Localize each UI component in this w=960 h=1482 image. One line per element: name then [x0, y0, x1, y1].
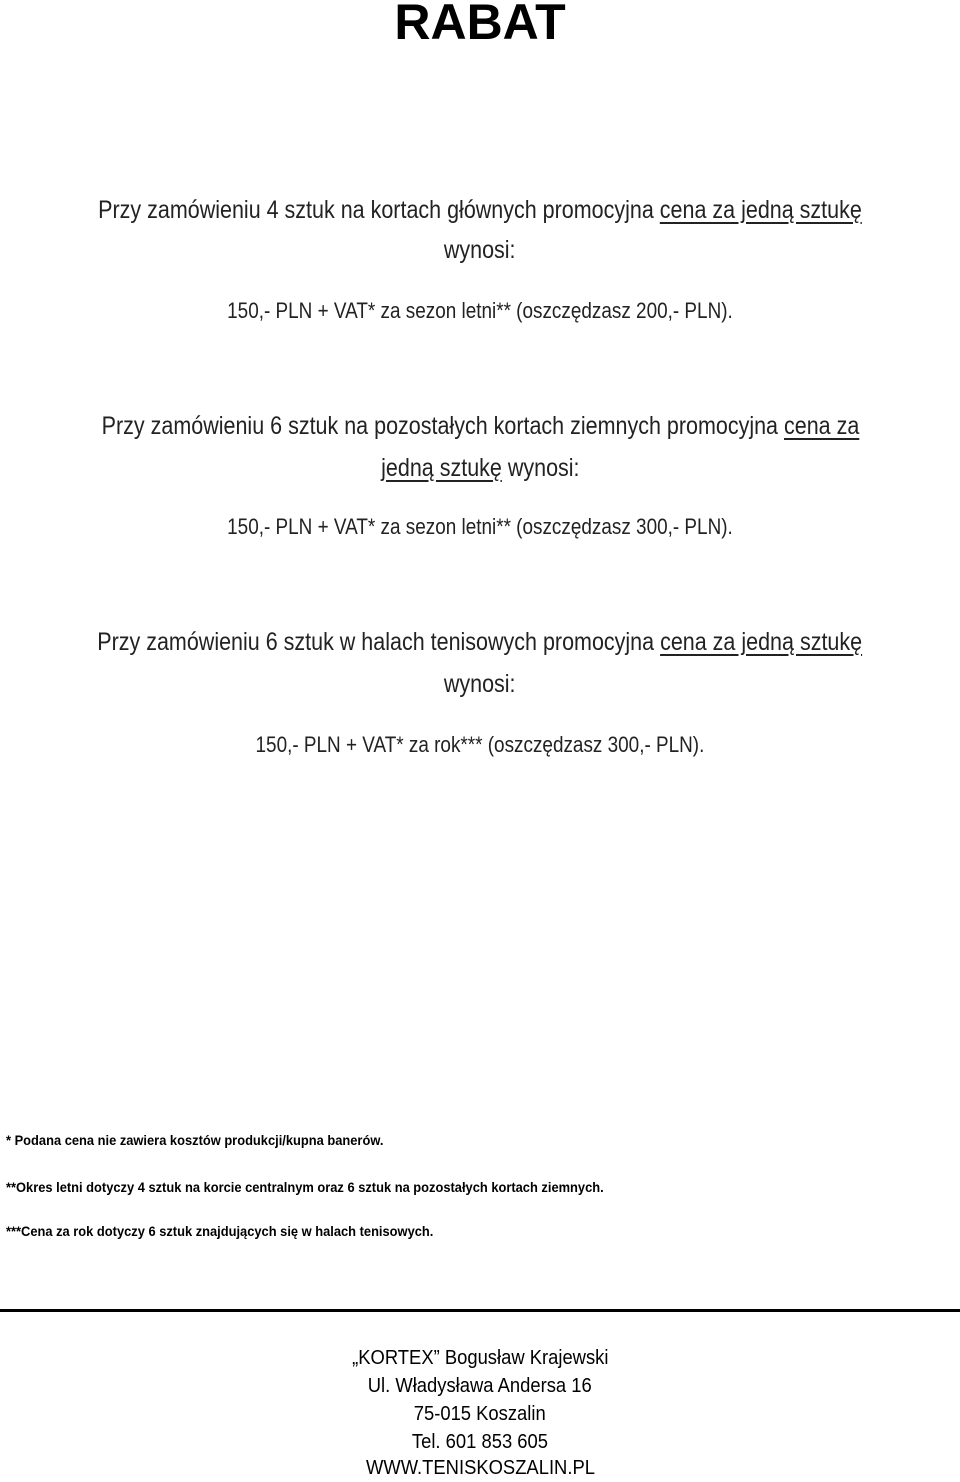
contact-street [0, 1372, 960, 1400]
offer-2-price-label: cena za [783, 412, 859, 440]
footnote-1: * Podana cena nie zawiera kosztów produkcji/kupna banerów. [6, 1132, 384, 1148]
offer-1-text [0, 190, 960, 230]
offer-2-text [0, 406, 960, 446]
contact-city-text: 75-015 Koszalin [414, 1403, 546, 1425]
contact-website[interactable] [0, 1454, 960, 1482]
offer-3-wynosi: wynosi: [444, 670, 516, 698]
contact-phone-text: Tel. 601 853 605 [411, 1431, 549, 1453]
footnote-3: ***Cena za rok dotyczy 6 sztuk znajdujących się w halach tenisowych. [6, 1223, 434, 1239]
offer-3-price-label: cena za jedną sztukę [660, 628, 863, 656]
contact-company [0, 1344, 960, 1372]
offer-1-line2 [0, 230, 960, 270]
offer-2-wynosi: wynosi: [501, 454, 580, 482]
offer-3-price [0, 730, 960, 760]
offer-2-line2 [0, 448, 960, 488]
offer-2-price [0, 512, 960, 542]
website-link[interactable]: WWW.TENISKOSZALIN.PL [365, 1457, 595, 1479]
offer-3-line1: Przy zamówieniu 6 sztuk w halach tenisowych promocyjna [97, 628, 661, 656]
offer-1-price [0, 296, 960, 326]
offer-1-price-label: cena za jedną sztukę [659, 196, 862, 224]
contact-phone [0, 1428, 960, 1456]
offer-3-price-text: 150,- PLN + VAT* za rok*** (oszczędzasz 300,- PLN). [255, 732, 705, 757]
page-title: RABAT [394, 0, 566, 50]
offer-2-line2-underlined: jedną sztukę [380, 454, 502, 482]
offer-1-price-text: 150,- PLN + VAT* za sezon letni** (oszczędzasz 200,- PLN). [227, 298, 733, 323]
contact-city [0, 1400, 960, 1428]
contact-company-text: „KORTEX” Bogusław Krajewski [351, 1347, 609, 1369]
offer-2-line1: Przy zamówieniu 6 sztuk na pozostałych kortach ziemnych promocyjna [101, 412, 784, 440]
footnote-2: **Okres letni dotyczy 4 sztuk na korcie centralnym oraz 6 sztuk na pozostałych kortach ziemnych. [6, 1179, 604, 1195]
offer-3-text [0, 622, 960, 662]
offer-3-line2 [0, 664, 960, 704]
contact-street-text: Ul. Władysława Andersa 16 [368, 1375, 592, 1397]
offer-1-wynosi: wynosi: [444, 236, 516, 264]
footer-divider [0, 1309, 960, 1312]
offer-2-price-text: 150,- PLN + VAT* za sezon letni** (oszczędzasz 300,- PLN). [227, 514, 733, 539]
offer-1-line1: Przy zamówieniu 4 sztuk na kortach głównych promocyjna [98, 196, 660, 224]
